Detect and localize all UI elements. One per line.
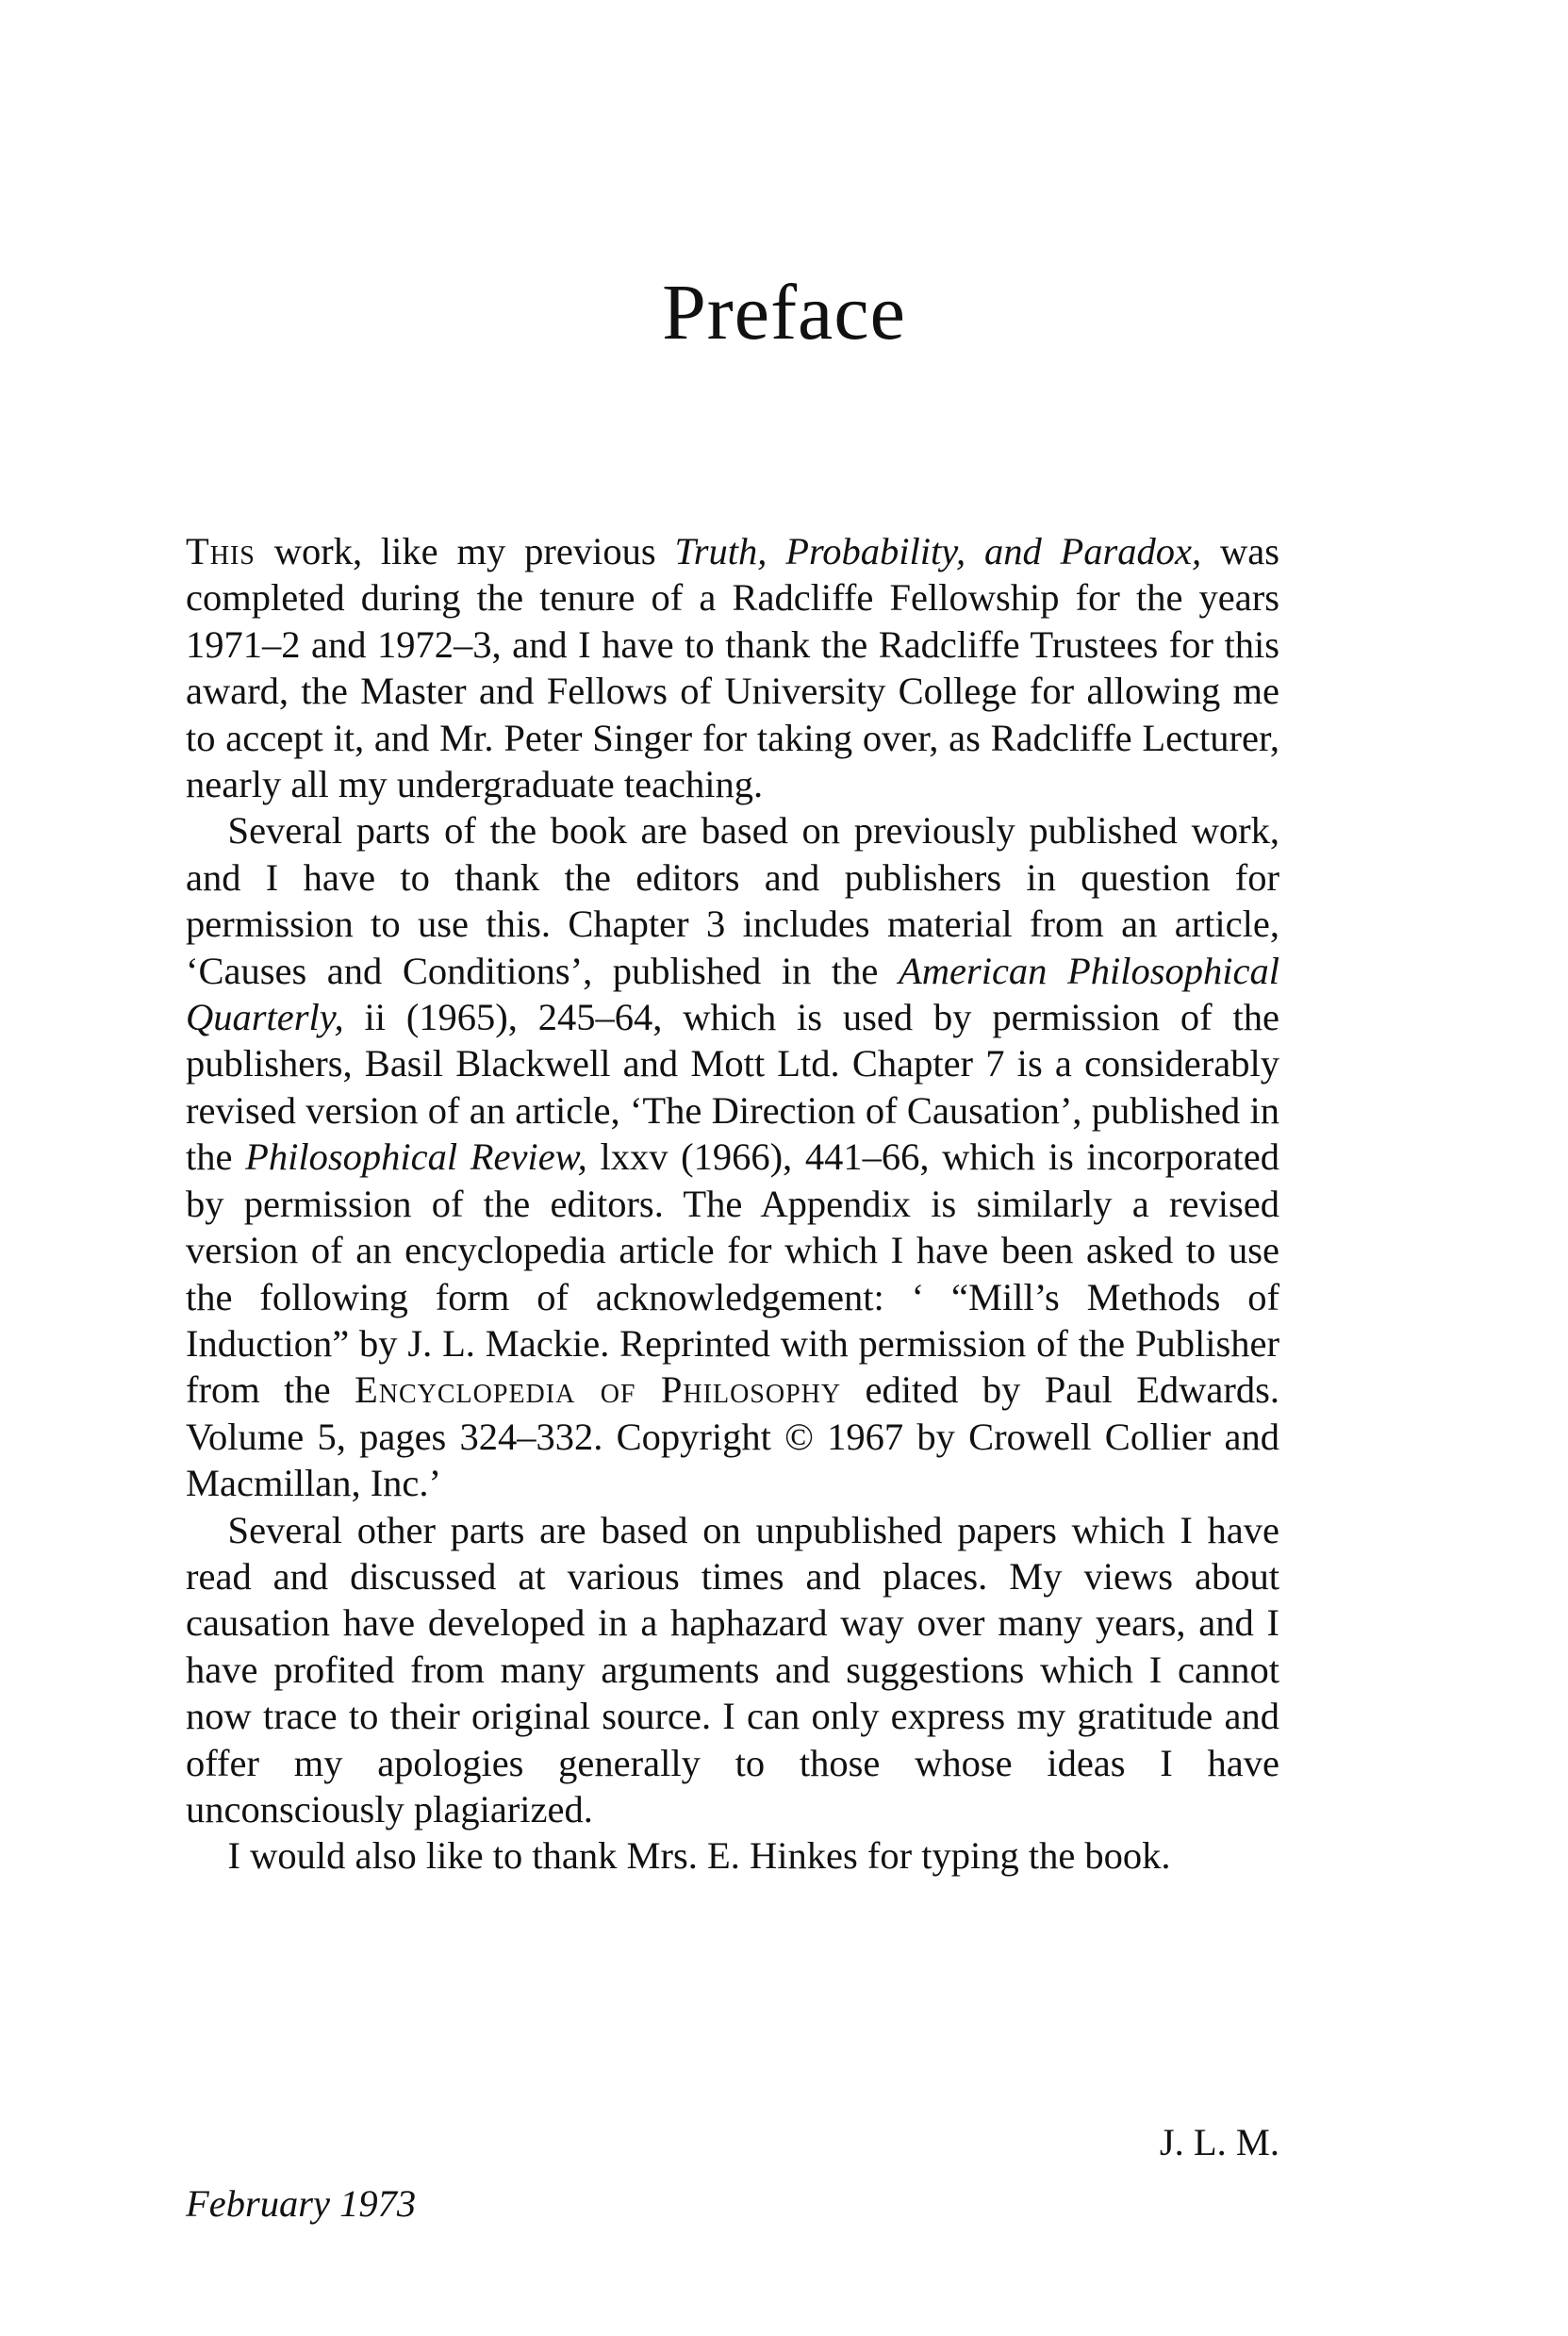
paragraph-2-text-c: lxxv (1966), 441–66, which is incorporated by permission of the editors. The Appendix is similarly a revised version of an encyclopedia article for which I have been asked to use the following form of acknowledgement: ‘ “Mill’s Methods of Induction” by J. L. Mackie. Reprinted with permission of the Publisher from the <box>186 1135 1280 1412</box>
journal-title-2: Philosophical Review, <box>245 1135 587 1179</box>
journal-title-1: American Philosophical Quarterly, <box>186 949 1279 1039</box>
paragraph-3: Several other parts are based on unpublished papers which I have read and discussed at various times and places. My views about causation have developed in a haphazard way over many years, and I have profited from many arguments and suggestions which I cannot now trace to their original source. I can only express my gratitude and offer my apologies generally to those whose ideas I have unconsciously plagiarized. <box>186 1508 1279 1831</box>
book-title: Truth, Probability, and Paradox, <box>674 530 1202 572</box>
page-title: Preface <box>662 269 906 356</box>
paragraph-4: I would also like to thank Mrs. E. Hinkes for typing the book. <box>227 1834 1171 1878</box>
paragraph-2-text-d: edited by Paul Edwards. Volume 5, pages 324–332. Copyright © 1967 by Crowell Collier and Macmillan, Inc.’ <box>186 1368 1279 1505</box>
paragraph-1 <box>186 528 1279 807</box>
paragraph-1-text-b: was completed during the tenure of a Radcliffe Fellowship for the years 1971–2 and 1972–3, and I have to thank the Radcliffe Trustees for this award, the Master and Fellows of University College for allowing me to accept it, and Mr. Peter Singer for taking over, as Radcliffe Lecturer, nearly all my undergraduate teaching. <box>186 530 1279 806</box>
paragraph-1-lead: This <box>186 530 256 572</box>
paragraph-1-text-a: work, like my previous <box>255 530 675 572</box>
paragraph-2-text-a: Several parts of the book are based on previously published work, and I have to thank the editors and publishers in question for permission to use this. Chapter 3 includes material from an article, ‘Causes and Conditions’, published in the <box>186 809 1279 992</box>
preface-body <box>186 528 1279 1880</box>
preface-date: February 1973 <box>186 2182 417 2225</box>
author-initials: J. L. M. <box>1159 2121 1279 2163</box>
paragraph-2 <box>186 807 1279 1506</box>
encyclopedia-title: Encyclopedia of Philosophy <box>355 1368 842 1412</box>
paragraph-2-text-b: ii (1965), 245–64, which is used by permission of the publishers, Basil Blackwell and Mott Ltd. Chapter 7 is a considerably revised version of an article, ‘The Direction of Causation’, published in the <box>186 996 1279 1179</box>
